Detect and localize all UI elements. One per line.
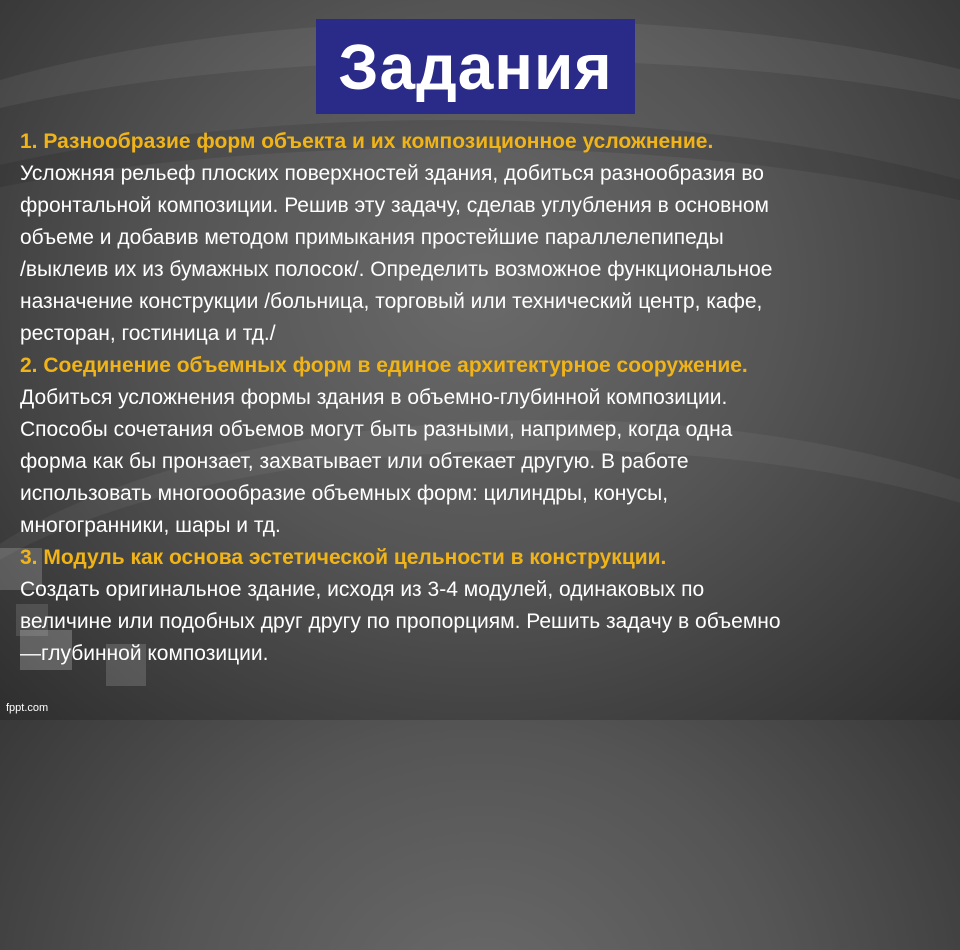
title-box — [316, 19, 635, 114]
credit-text: fppt.com — [6, 702, 49, 714]
task-text-line: Создать оригинальное здание, исходя из 3-4 модулей, одинаковых по — [20, 578, 705, 601]
task-heading: 2. Соединение объемных форм в единое архитектурное сооружение. — [20, 354, 748, 377]
task-text-line: назначение конструкции /больница, торговый или технический центр, кафе, — [20, 290, 763, 313]
task-text-line: Усложняя рельеф плоских поверхностей здания, добиться разнообразия во — [20, 162, 764, 185]
task-text-line: Добиться усложнения формы здания в объемно-глубинной композиции. — [20, 386, 728, 409]
task-text-line: /выклеив их из бумажных полосок/. Определить возможное функциональное — [20, 258, 773, 281]
task-heading: 3. Модуль как основа эстетической цельности в конструкции. — [20, 546, 667, 569]
slide-title: Задания — [338, 30, 613, 103]
task-heading: 1. Разнообразие форм объекта и их композиционное усложнение. — [20, 130, 714, 153]
task-text-line: фронтальной композиции. Решив эту задачу, сделав углубления в основном — [20, 194, 769, 217]
task-text-line: использовать многоообразие объемных форм: цилиндры, конусы, — [20, 482, 669, 505]
task-text-line: величине или подобных друг другу по пропорциям. Решить задачу в объемно — [20, 610, 781, 633]
task-text-line: —глубинной композиции. — [20, 642, 269, 665]
task-text-line: объеме и добавив методом примыкания простейшие параллелепипеды — [20, 226, 724, 249]
task-text-line: многогранники, шары и тд. — [20, 514, 281, 537]
task-text-line: Способы сочетания объемов могут быть разными, например, когда одна — [20, 418, 733, 441]
task-text-line: форма как бы пронзает, захватывает или обтекает другую. В работе — [20, 450, 689, 473]
tasks-content — [20, 126, 940, 670]
task-text-line: ресторан, гостиница и тд./ — [20, 322, 276, 345]
